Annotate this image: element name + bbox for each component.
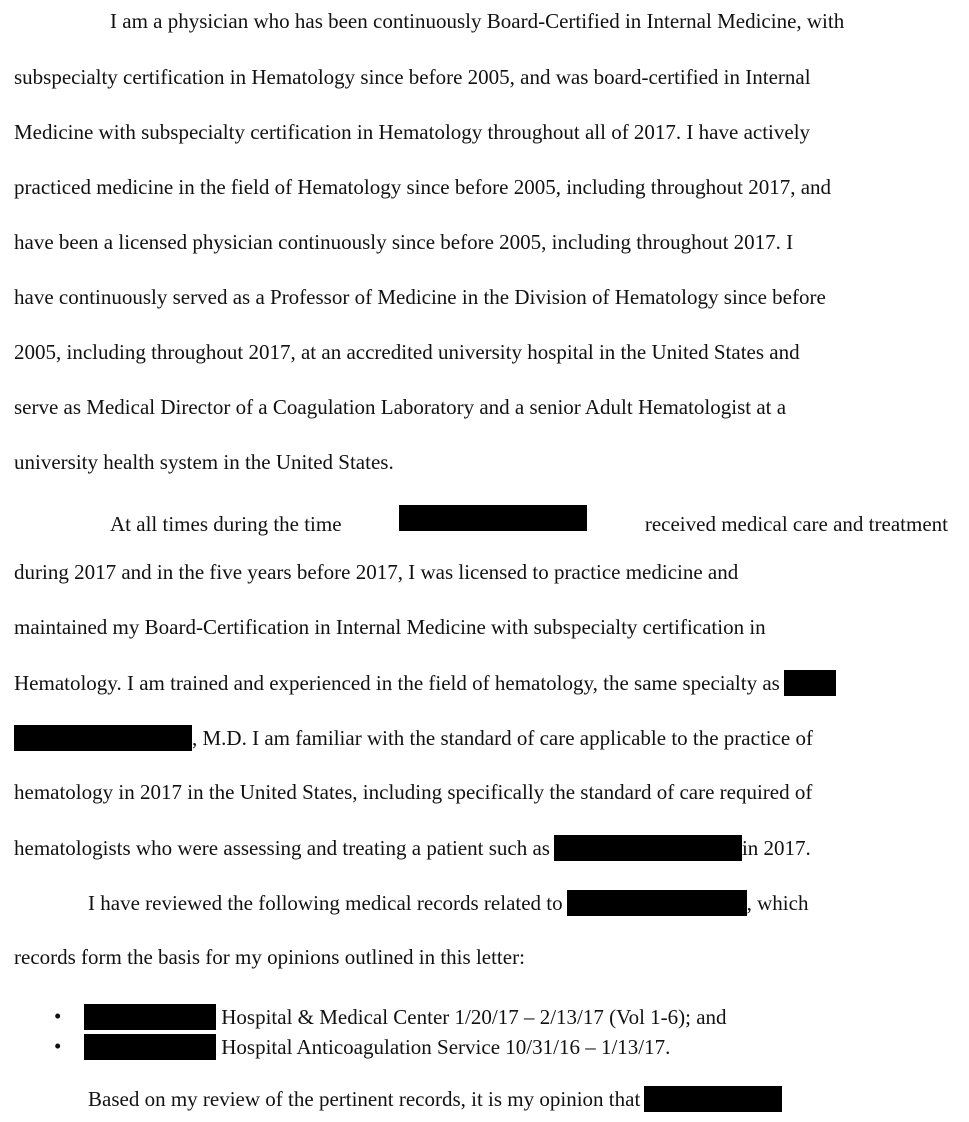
- paragraph-1-line-4: [14, 175, 948, 201]
- bullet-item: [14, 1034, 954, 1060]
- text: Hospital Anticoagulation Service 10/31/16 – 1/13/17.: [221, 1035, 671, 1059]
- redaction-bar: [84, 1034, 216, 1060]
- paragraph-2-line-7: [14, 835, 948, 861]
- text: subspecialty certification in Hematology since before 2005, and was board-certified in Internal: [14, 65, 811, 89]
- redaction-bar: [554, 835, 742, 861]
- bullet-item: [14, 1004, 954, 1030]
- paragraph-2-line-4: [14, 670, 948, 696]
- text: Medicine with subspecialty certification in Hematology throughout all of 2017. I have actively: [14, 120, 811, 144]
- paragraph-1-line-9: [14, 450, 948, 476]
- paragraph-4-line-1: [88, 1086, 948, 1112]
- text: have been a licensed physician continuously since before 2005, including throughout 2017. I: [14, 230, 794, 254]
- paragraph-2-line-5: [14, 725, 948, 751]
- text: university health system in the United States.: [14, 450, 394, 474]
- text: hematology in 2017 in the United States, including specifically the standard of care required of: [14, 780, 813, 804]
- text: practiced medicine in the field of Hematology since before 2005, including throughout 2017, and: [14, 175, 832, 199]
- redaction-bar: [567, 890, 747, 916]
- bullet-icon: •: [54, 1004, 62, 1028]
- text: hematologists who were assessing and treating a patient such as: [14, 836, 550, 860]
- paragraph-2-line-1: [110, 505, 948, 536]
- text: Based on my review of the pertinent records, it is my opinion that: [88, 1087, 641, 1111]
- text: At all times during the time: [110, 512, 342, 536]
- paragraph-1-line-2: [14, 65, 948, 91]
- text: have continuously served as a Professor of Medicine in the Division of Hematology since before: [14, 285, 826, 309]
- text: serve as Medical Director of a Coagulation Laboratory and a senior Adult Hematologist at a: [14, 395, 787, 419]
- paragraph-1-line-6: [14, 285, 948, 311]
- redaction-bar: [399, 505, 587, 531]
- text: , M.D. I am familiar with the standard of care applicable to the practice of: [192, 726, 813, 750]
- redaction-bar: [14, 725, 192, 751]
- text: I have reviewed the following medical records related to: [88, 891, 563, 915]
- paragraph-3-line-2: [14, 945, 948, 971]
- text: during 2017 and in the five years before 2017, I was licensed to practice medicine and: [14, 560, 739, 584]
- paragraph-2-line-3: [14, 615, 948, 641]
- bullet-icon: •: [54, 1034, 62, 1058]
- redaction-bar: [84, 1004, 216, 1030]
- text: Hematology. I am trained and experienced in the field of hematology, the same specialty as: [14, 671, 780, 695]
- paragraph-1-line-8: [14, 395, 948, 421]
- text: maintained my Board-Certification in Internal Medicine with subspecialty certification in: [14, 615, 766, 639]
- text: in 2017.: [741, 836, 811, 860]
- text: I am a physician who has been continuously Board-Certified in Internal Medicine, with: [110, 9, 845, 33]
- paragraph-2-line-2: [14, 560, 948, 586]
- redaction-bar: [644, 1086, 782, 1112]
- paragraph-1-line-3: [14, 120, 948, 146]
- text: records form the basis for my opinions outlined in this letter:: [14, 945, 525, 969]
- text: 2005, including throughout 2017, at an accredited university hospital in the United States and: [14, 340, 800, 364]
- paragraph-3-line-1: [88, 890, 948, 916]
- paragraph-2-line-6: [14, 780, 948, 806]
- paragraph-1-line-1: [110, 9, 948, 35]
- paragraph-1-line-5: [14, 230, 948, 256]
- text: , which: [746, 891, 809, 915]
- paragraph-1-line-7: [14, 340, 948, 366]
- redaction-bar: [784, 670, 836, 696]
- text: Hospital & Medical Center 1/20/17 – 2/13/17 (Vol 1-6); and: [221, 1005, 727, 1029]
- text: received medical care and treatment: [644, 512, 948, 536]
